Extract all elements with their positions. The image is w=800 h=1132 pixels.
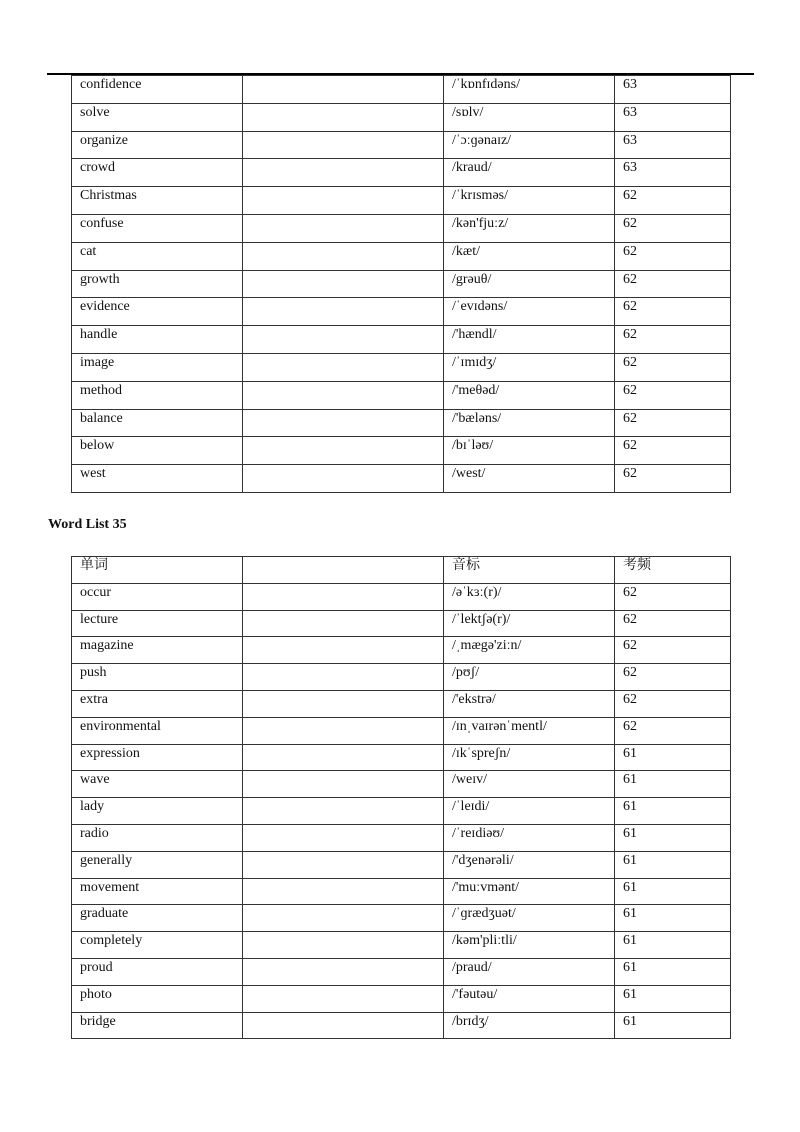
word-cell: extra: [72, 690, 243, 717]
frequency-cell: 61: [615, 1012, 731, 1039]
phonetic-cell: /sɒlv/: [444, 103, 615, 131]
frequency-cell: 62: [615, 437, 731, 465]
phonetic-cell: /weɪv/: [444, 771, 615, 798]
word-cell: balance: [72, 409, 243, 437]
frequency-cell: 62: [615, 610, 731, 637]
phonetic-cell: /ˈreɪdiəʊ/: [444, 824, 615, 851]
frequency-cell: 62: [615, 664, 731, 691]
blank-cell: [243, 326, 444, 354]
frequency-cell: 61: [615, 958, 731, 985]
phonetic-cell: /grəuθ/: [444, 270, 615, 298]
frequency-cell: 62: [615, 187, 731, 215]
phonetic-cell: /ˈɪmɪdʒ/: [444, 353, 615, 381]
header-blank: [243, 557, 444, 584]
table-row: [72, 932, 731, 959]
frequency-cell: 61: [615, 798, 731, 825]
blank-cell: [243, 878, 444, 905]
phonetic-cell: /'fəutəu/: [444, 985, 615, 1012]
blank-cell: [243, 717, 444, 744]
blank-cell: [243, 409, 444, 437]
blank-cell: [243, 851, 444, 878]
table-row: [72, 437, 731, 465]
table-row: [72, 326, 731, 354]
word-cell: west: [72, 465, 243, 493]
word-table-body: [72, 557, 731, 1039]
frequency-cell: 62: [615, 717, 731, 744]
phonetic-cell: /praud/: [444, 958, 615, 985]
blank-cell: [243, 437, 444, 465]
word-cell: proud: [72, 958, 243, 985]
frequency-cell: 62: [615, 353, 731, 381]
phonetic-cell: /ˈleɪdi/: [444, 798, 615, 825]
table-row: [72, 905, 731, 932]
word-cell: expression: [72, 744, 243, 771]
phonetic-cell: /ˈlektʃə(r)/: [444, 610, 615, 637]
blank-cell: [243, 214, 444, 242]
phonetic-cell: /ɪkˈspreʃn/: [444, 744, 615, 771]
blank-cell: [243, 905, 444, 932]
header-freq: 考频: [615, 557, 731, 584]
table-row: [72, 690, 731, 717]
table-row: [72, 381, 731, 409]
blank-cell: [243, 187, 444, 215]
frequency-cell: 61: [615, 905, 731, 932]
frequency-cell: 61: [615, 851, 731, 878]
frequency-cell: 62: [615, 465, 731, 493]
word-cell: method: [72, 381, 243, 409]
blank-cell: [243, 353, 444, 381]
blank-cell: [243, 381, 444, 409]
word-cell: magazine: [72, 637, 243, 664]
phonetic-cell: /'bæləns/: [444, 409, 615, 437]
table-row: [72, 744, 731, 771]
phonetic-cell: /kəm'pliːtli/: [444, 932, 615, 959]
phonetic-cell: /'muːvmənt/: [444, 878, 615, 905]
blank-cell: [243, 298, 444, 326]
word-cell: Christmas: [72, 187, 243, 215]
frequency-cell: 62: [615, 583, 731, 610]
blank-cell: [243, 610, 444, 637]
phonetic-cell: /'meθəd/: [444, 381, 615, 409]
word-cell: evidence: [72, 298, 243, 326]
phonetic-cell: /ˈɡrædʒuət/: [444, 905, 615, 932]
phonetic-cell: /kraud/: [444, 159, 615, 187]
word-cell: environmental: [72, 717, 243, 744]
frequency-cell: 63: [615, 159, 731, 187]
word-cell: completely: [72, 932, 243, 959]
blank-cell: [243, 1012, 444, 1039]
blank-cell: [243, 798, 444, 825]
phonetic-cell: /'ekstrə/: [444, 690, 615, 717]
phonetic-cell: /'hændl/: [444, 326, 615, 354]
phonetic-cell: /ɪnˌvaɪrənˈmentl/: [444, 717, 615, 744]
table-row: [72, 76, 731, 104]
blank-cell: [243, 744, 444, 771]
blank-cell: [243, 985, 444, 1012]
word-cell: image: [72, 353, 243, 381]
header-word: 单词: [72, 557, 243, 584]
word-cell: graduate: [72, 905, 243, 932]
blank-cell: [243, 583, 444, 610]
table-row: [72, 409, 731, 437]
table-row: [72, 187, 731, 215]
word-cell: confidence: [72, 76, 243, 104]
blank-cell: [243, 664, 444, 691]
word-cell: occur: [72, 583, 243, 610]
word-cell: wave: [72, 771, 243, 798]
blank-cell: [243, 465, 444, 493]
frequency-cell: 61: [615, 771, 731, 798]
frequency-cell: 61: [615, 744, 731, 771]
blank-cell: [243, 690, 444, 717]
phonetic-cell: /brɪdʒ/: [444, 1012, 615, 1039]
frequency-cell: 61: [615, 932, 731, 959]
frequency-cell: 61: [615, 824, 731, 851]
table-row: [72, 242, 731, 270]
frequency-cell: 62: [615, 637, 731, 664]
word-cell: generally: [72, 851, 243, 878]
table-row: [72, 270, 731, 298]
frequency-cell: 62: [615, 326, 731, 354]
blank-cell: [243, 76, 444, 104]
table-row: [72, 771, 731, 798]
blank-cell: [243, 131, 444, 159]
section-heading: Word List 35: [48, 517, 127, 532]
word-cell: cat: [72, 242, 243, 270]
phonetic-cell: /west/: [444, 465, 615, 493]
table-row: [72, 159, 731, 187]
word-cell: solve: [72, 103, 243, 131]
table-row: [72, 637, 731, 664]
blank-cell: [243, 932, 444, 959]
phonetic-cell: /ˈɔːɡənaɪz/: [444, 131, 615, 159]
table-row: [72, 214, 731, 242]
word-cell: handle: [72, 326, 243, 354]
table-row: [72, 985, 731, 1012]
blank-cell: [243, 958, 444, 985]
phonetic-cell: /kən'fjuːz/: [444, 214, 615, 242]
header-phonetic: 音标: [444, 557, 615, 584]
frequency-cell: 61: [615, 985, 731, 1012]
word-cell: confuse: [72, 214, 243, 242]
phonetic-cell: /ˈkrɪsməs/: [444, 187, 615, 215]
frequency-cell: 61: [615, 878, 731, 905]
word-cell: crowd: [72, 159, 243, 187]
table-row: [72, 131, 731, 159]
word-table-34-continued: [71, 75, 731, 493]
blank-cell: [243, 771, 444, 798]
frequency-cell: 62: [615, 214, 731, 242]
frequency-cell: 63: [615, 76, 731, 104]
phonetic-cell: /əˈkɜː(r)/: [444, 583, 615, 610]
table-row: [72, 353, 731, 381]
table-row: [72, 824, 731, 851]
word-table-body: [72, 76, 731, 493]
table-row: [72, 717, 731, 744]
phonetic-cell: /'dʒenərəli/: [444, 851, 615, 878]
table-row: [72, 583, 731, 610]
frequency-cell: 62: [615, 298, 731, 326]
word-cell: lady: [72, 798, 243, 825]
word-cell: radio: [72, 824, 243, 851]
table-row: [72, 103, 731, 131]
word-cell: growth: [72, 270, 243, 298]
frequency-cell: 63: [615, 103, 731, 131]
blank-cell: [243, 242, 444, 270]
table-row: [72, 664, 731, 691]
frequency-cell: 62: [615, 690, 731, 717]
word-cell: below: [72, 437, 243, 465]
phonetic-cell: /ˈkɒnfɪdəns/: [444, 76, 615, 104]
frequency-cell: 62: [615, 409, 731, 437]
word-table-35: [71, 556, 731, 1039]
phonetic-cell: /pʊʃ/: [444, 664, 615, 691]
word-cell: bridge: [72, 1012, 243, 1039]
word-cell: movement: [72, 878, 243, 905]
phonetic-cell: /ˌmægə'ziːn/: [444, 637, 615, 664]
frequency-cell: 62: [615, 381, 731, 409]
word-cell: photo: [72, 985, 243, 1012]
blank-cell: [243, 824, 444, 851]
blank-cell: [243, 270, 444, 298]
blank-cell: [243, 159, 444, 187]
table-row: [72, 851, 731, 878]
table-row: [72, 610, 731, 637]
frequency-cell: 62: [615, 270, 731, 298]
table-row: [72, 878, 731, 905]
frequency-cell: 62: [615, 242, 731, 270]
word-cell: lecture: [72, 610, 243, 637]
blank-cell: [243, 637, 444, 664]
table-row: [72, 958, 731, 985]
blank-cell: [243, 103, 444, 131]
table-header-row: [72, 557, 731, 584]
phonetic-cell: /ˈevɪdəns/: [444, 298, 615, 326]
word-cell: push: [72, 664, 243, 691]
table-row: [72, 1012, 731, 1039]
word-cell: organize: [72, 131, 243, 159]
table-row: [72, 298, 731, 326]
table-row: [72, 465, 731, 493]
frequency-cell: 63: [615, 131, 731, 159]
phonetic-cell: /bɪˈləʊ/: [444, 437, 615, 465]
table-row: [72, 798, 731, 825]
phonetic-cell: /kæt/: [444, 242, 615, 270]
